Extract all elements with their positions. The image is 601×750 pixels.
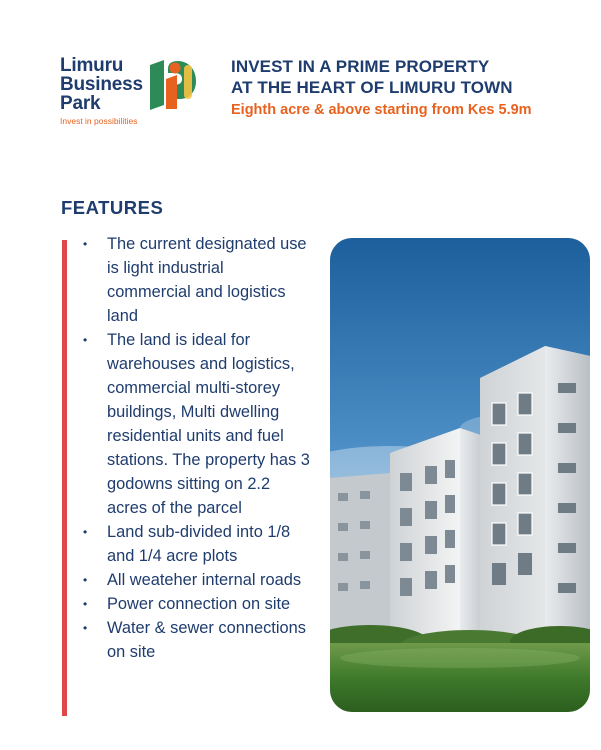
bullet-icon: •	[83, 621, 88, 635]
apartment-buildings-photo	[330, 238, 590, 712]
list-item	[83, 232, 311, 328]
feature-text: The land is ideal for warehouses and logistics, commercial multi-storey buildings, Multi dwelling residential units and fuel stations. The property has 3 godowns sitting on 2.2 acres of the parcel	[107, 331, 310, 517]
list-item	[83, 592, 311, 616]
bullet-icon: •	[83, 573, 88, 587]
bullet-icon: •	[83, 597, 88, 611]
list-item	[83, 328, 311, 520]
company-logo	[60, 56, 143, 126]
features-list	[83, 232, 311, 664]
feature-text: Water & sewer connections on site	[107, 619, 306, 661]
list-item	[83, 568, 311, 592]
feature-text: Power connection on site	[107, 595, 291, 613]
list-item	[83, 616, 311, 664]
headline	[231, 56, 532, 120]
headline-line-2: AT THE HEART OF LIMURU TOWN	[231, 78, 513, 97]
feature-text: Land sub-divided into 1/8 and 1/4 acre plots	[107, 523, 291, 565]
list-item	[83, 520, 311, 568]
accent-bar	[62, 240, 67, 716]
logo-tagline: Invest in possibilities	[60, 116, 138, 126]
logo-mark-icon	[150, 59, 202, 111]
feature-text: All weateher internal roads	[107, 571, 302, 589]
logo-word: Park	[60, 93, 101, 114]
headline-line-1: INVEST IN A PRIME PROPERTY	[231, 57, 490, 76]
bullet-icon: •	[83, 237, 88, 251]
features-heading: FEATURES	[61, 197, 164, 218]
bullet-icon: •	[83, 525, 88, 539]
bullet-icon: •	[83, 333, 88, 347]
logo-word: Limuru	[60, 55, 124, 76]
feature-text: The current designated use is light industrial commercial and logistics land	[107, 235, 307, 325]
logo-word: Business	[60, 74, 143, 95]
price-subline: Eighth acre & above starting from Kes 5.9m	[231, 102, 532, 118]
